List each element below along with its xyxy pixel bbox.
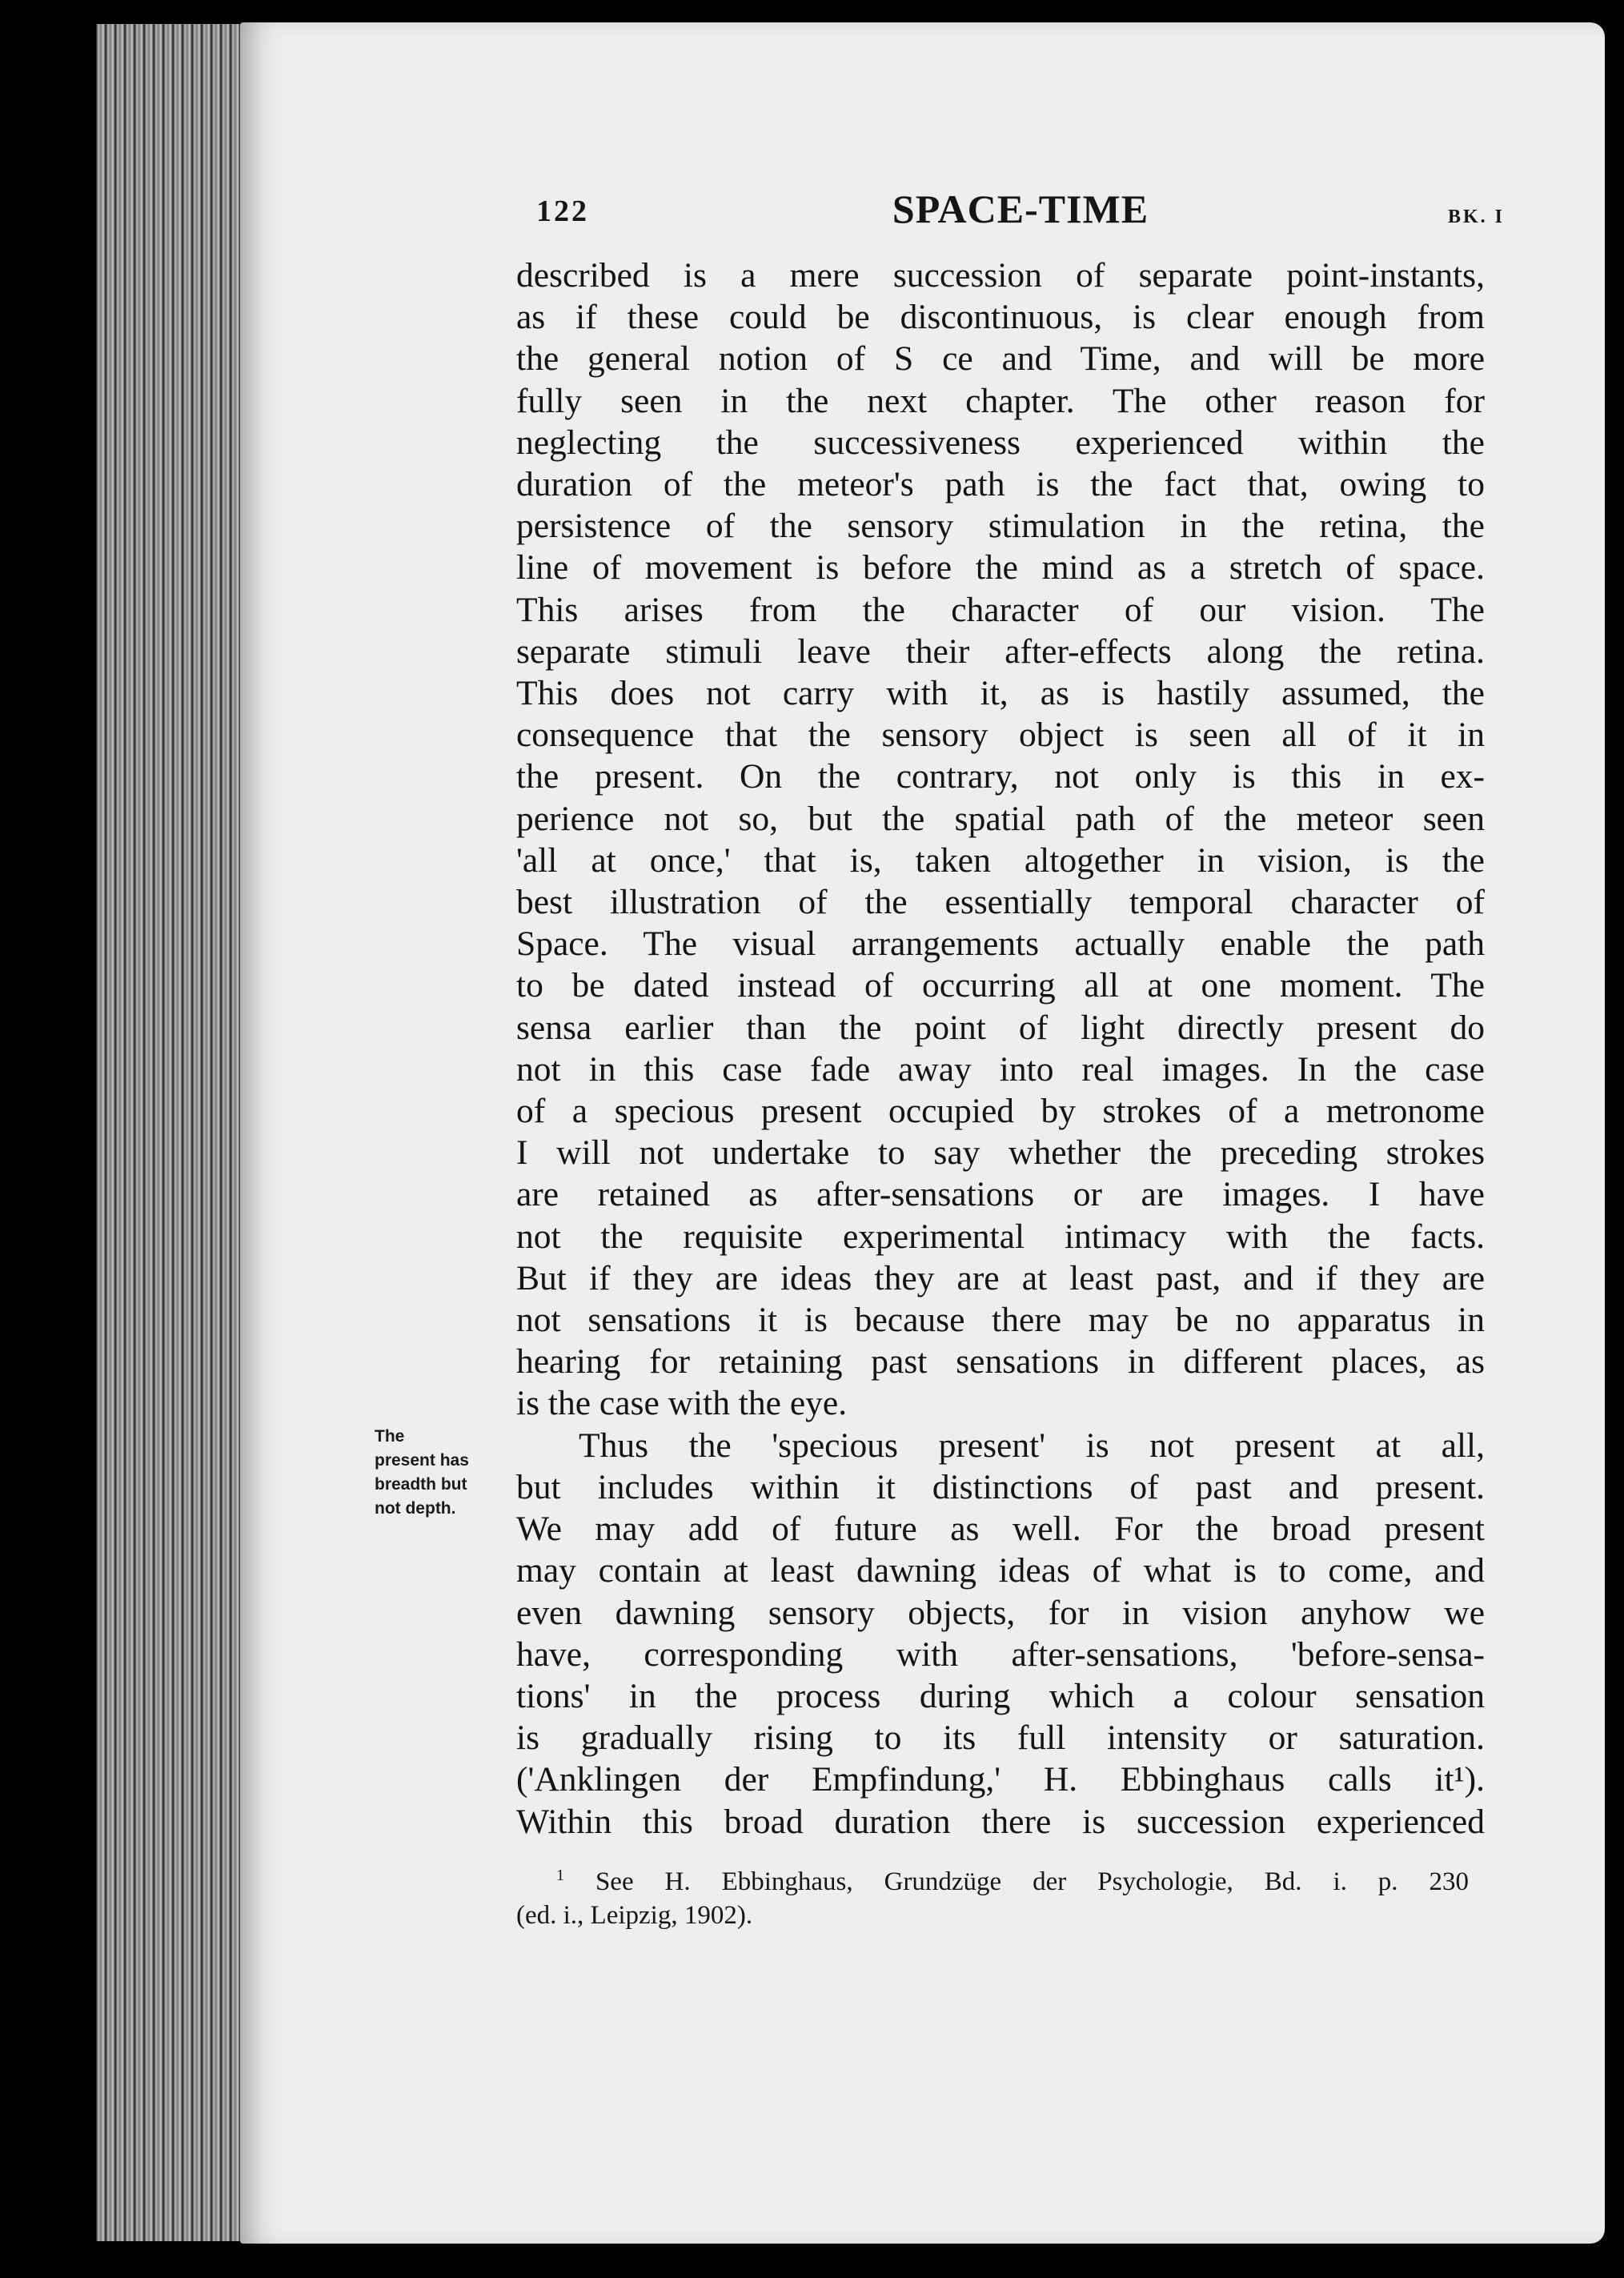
book-page-edges [96, 24, 256, 2241]
page-number: 122 [536, 195, 589, 228]
body-text [516, 255, 1485, 1843]
margin-note [375, 1425, 511, 1521]
text-line: tions' in the process during which a colour sensation [516, 1676, 1485, 1715]
text-line: have, corresponding with after-sensations, 'before-sensa- [516, 1634, 1485, 1674]
text-line: are retained as after-sensations or are images. I have [516, 1175, 1485, 1214]
text-line: may contain at least dawning ideas of what is to come, and [516, 1551, 1485, 1590]
text-line: not sensations it is because there may be no apparatus in [516, 1301, 1485, 1340]
text-line: duration of the meteor's path is the fact that, owing to [516, 465, 1485, 504]
book-reference: BK. I [1447, 207, 1505, 227]
text-line: perience not so, but the spatial path of the meteor seen [516, 799, 1485, 838]
text-line: This arises from the character of our vision. The [516, 590, 1485, 629]
text-line: But if they are ideas they are at least past, and if they are [516, 1258, 1485, 1297]
text-line: is gradually rising to its full intensity or saturation. [516, 1719, 1485, 1758]
margin-note-line: The [375, 1427, 405, 1446]
text-line: not the requisite experimental intimacy with the facts. [516, 1217, 1485, 1256]
text-line: sensa earlier than the point of light directly present do [516, 1008, 1485, 1047]
text-line: best illustration of the essentially temporal character of [516, 883, 1485, 922]
footnote-line: (ed. i., Leipzig, 1902). [516, 1901, 753, 1930]
text-line: the present. On the contrary, not only is this in ex- [516, 757, 1485, 796]
text-line: not in this case fade away into real images. In the case [516, 1049, 1485, 1089]
text-line: is the case with the eye. [516, 1384, 848, 1423]
text-line: hearing for retaining past sensations in different places, as [516, 1342, 1485, 1382]
paragraph-start-line: Thus the 'specious present' is not present at all, [579, 1426, 1485, 1465]
text-line: even dawning sensory objects, for in vision anyhow we [516, 1593, 1485, 1632]
footnote-line [516, 1859, 1469, 1899]
text-line: fully seen in the next chapter. The other reason for [516, 381, 1485, 420]
text-line: to be dated instead of occurring all at one moment. The [516, 966, 1485, 1005]
text-line: described is a mere succession of separate point-instants, [516, 256, 1485, 295]
text-line: 'all at once,' that is, taken altogether in vision, is the [516, 840, 1485, 880]
footnote-marker: 1 [556, 1867, 564, 1884]
text-line: This does not carry with it, as is hastily assumed, the [516, 674, 1485, 713]
text-line: neglecting the successiveness experienced within the [516, 423, 1485, 462]
text-line: as if these could be discontinuous, is clear enough from [516, 298, 1485, 337]
text-line: I will not undertake to say whether the preceding strokes [516, 1133, 1485, 1173]
text-line: of a specious present occupied by strokes of a metronome [516, 1092, 1485, 1131]
text-line: We may add of future as well. For the broad present [516, 1510, 1485, 1549]
text-line: Space. The visual arrangements actually enable the path [516, 924, 1485, 964]
text-line: but includes within it distinctions of past and present. [516, 1467, 1485, 1506]
margin-note-line: not depth. [375, 1499, 456, 1518]
text-line: separate stimuli leave their after-effects along the retina. [516, 632, 1485, 671]
text-line: ('Anklingen der Empfindung,' H. Ebbinghaus calls it¹). [516, 1760, 1485, 1799]
footnote [516, 1859, 1469, 1932]
text-line: consequence that the sensory object is seen all of it in [516, 716, 1485, 755]
margin-note-line: present has [375, 1451, 469, 1470]
text-line: line of movement is before the mind as a stretch of space. [516, 548, 1485, 588]
running-head [536, 186, 1505, 242]
running-title: SPACE-TIME [892, 186, 1149, 231]
text-line: the general notion of S ce and Time, and will be more [516, 339, 1485, 379]
footnote-text: See H. Ebbinghaus, Grundzüge der Psychologie, Bd. i. p. 230 [595, 1867, 1469, 1896]
text-line: persistence of the sensory stimulation in the retina, the [516, 507, 1485, 546]
margin-note-line: breadth but [375, 1475, 467, 1494]
text-line: Within this broad duration there is succession experienced [516, 1802, 1485, 1841]
